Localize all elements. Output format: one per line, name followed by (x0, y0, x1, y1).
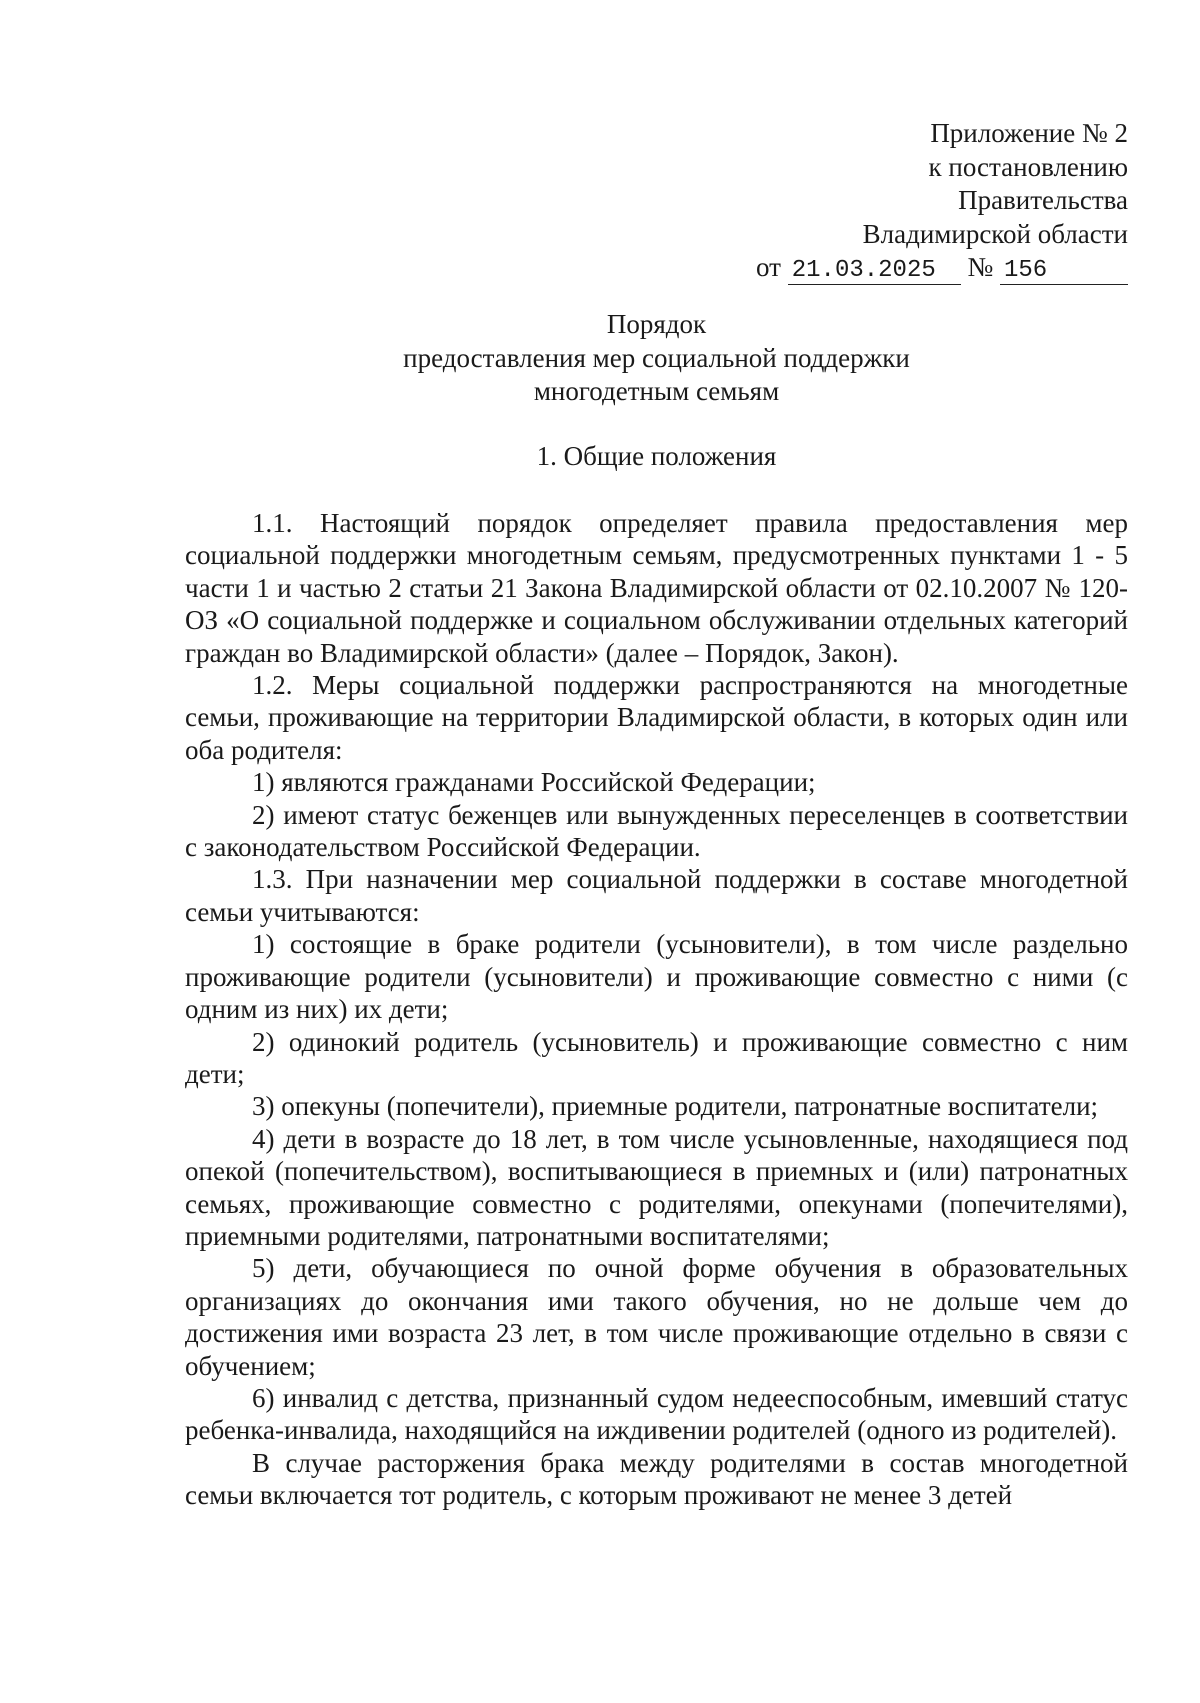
paragraph: 3) опекуны (попечители), приемные родители, патронатные воспитатели; (252, 1091, 1099, 1122)
appendix-reference: к постановлению (928, 151, 1128, 182)
date-prefix: от (756, 252, 781, 282)
appendix-authority: Правительства (958, 185, 1128, 215)
section-heading: 1. Общие положения (536, 441, 777, 471)
paragraph: 4) дети в возрасте до 18 лет, в том числе усыновленные, находящиеся под опекой (попечительством), воспитывающиеся в приемных и (или) патронатных семьях, проживающие совместно с родителями, опекунами (попечителями), приемными родителями, патронатными воспитателями; (185, 1123, 1128, 1251)
paragraph: 2) имеют статус беженцев или вынужденных переселенцев в соответствии с законодательством Российской Федерации. (185, 799, 1128, 863)
paragraph: 6) инвалид с детства, признанный судом недееспособным, имевший статус ребенка-инвалида, находящийся на иждивении родителей (одного из родителей). (185, 1382, 1128, 1446)
paragraph: 1) состоящие в браке родители (усыновители), в том числе раздельно проживающие родители (усыновители) и проживающие совместно с ними (с одним из них) их дети; (185, 929, 1128, 1025)
appendix-date-number (756, 251, 1128, 285)
appendix-header (756, 117, 1128, 285)
paragraph: В случае расторжения брака между родителями в состав многодетной семьи включается тот родитель, с которым проживают не менее 3 детей (185, 1447, 1128, 1511)
document-title (185, 308, 1128, 409)
paragraph: 1.2. Меры социальной поддержки распространяются на многодетные семьи, проживающие на территории Владимирской области, в которых один или оба родителя: (185, 670, 1128, 765)
title-line-2: предоставления мер социальной поддержки (403, 342, 910, 373)
title-line-3: многодетным семьям (533, 376, 780, 406)
decree-date: 21.03.2025 (788, 258, 961, 285)
title-line-1: Порядок (606, 309, 707, 339)
paragraph: 2) одинокий родитель (усыновитель) и проживающие совместно с ним дети; (185, 1026, 1128, 1089)
paragraph: 1) являются гражданами Российской Федерации; (252, 767, 816, 798)
decree-number: 156 (1000, 258, 1128, 285)
paragraph: 1.3. При назначении мер социальной поддержки в составе многодетной семьи учитываются: (185, 864, 1128, 927)
number-prefix: № (967, 252, 994, 282)
appendix-title: Приложение № 2 (930, 118, 1128, 148)
document-body (185, 507, 1128, 1512)
paragraph: 1.1. Настоящий порядок определяет правила предоставления мер социальной поддержки многодетным семьям, предусмотренных пунктами 1 - 5 части 1 и частью 2 статьи 21 Закона Владимирской области от 02.10.2007 № 120-ОЗ «О социальной поддержке и социальном обслуживании отдельных категорий граждан во Владимирской области» (далее – Порядок, Закон). (185, 508, 1128, 668)
paragraph: 5) дети, обучающиеся по очной форме обучения в образовательных организациях до окончания ими такого обучения, но не дольше чем до достижения ими возраста 23 лет, в том числе проживающие отдельно в связи с обучением; (185, 1253, 1128, 1381)
appendix-region: Владимирской области (862, 218, 1128, 249)
